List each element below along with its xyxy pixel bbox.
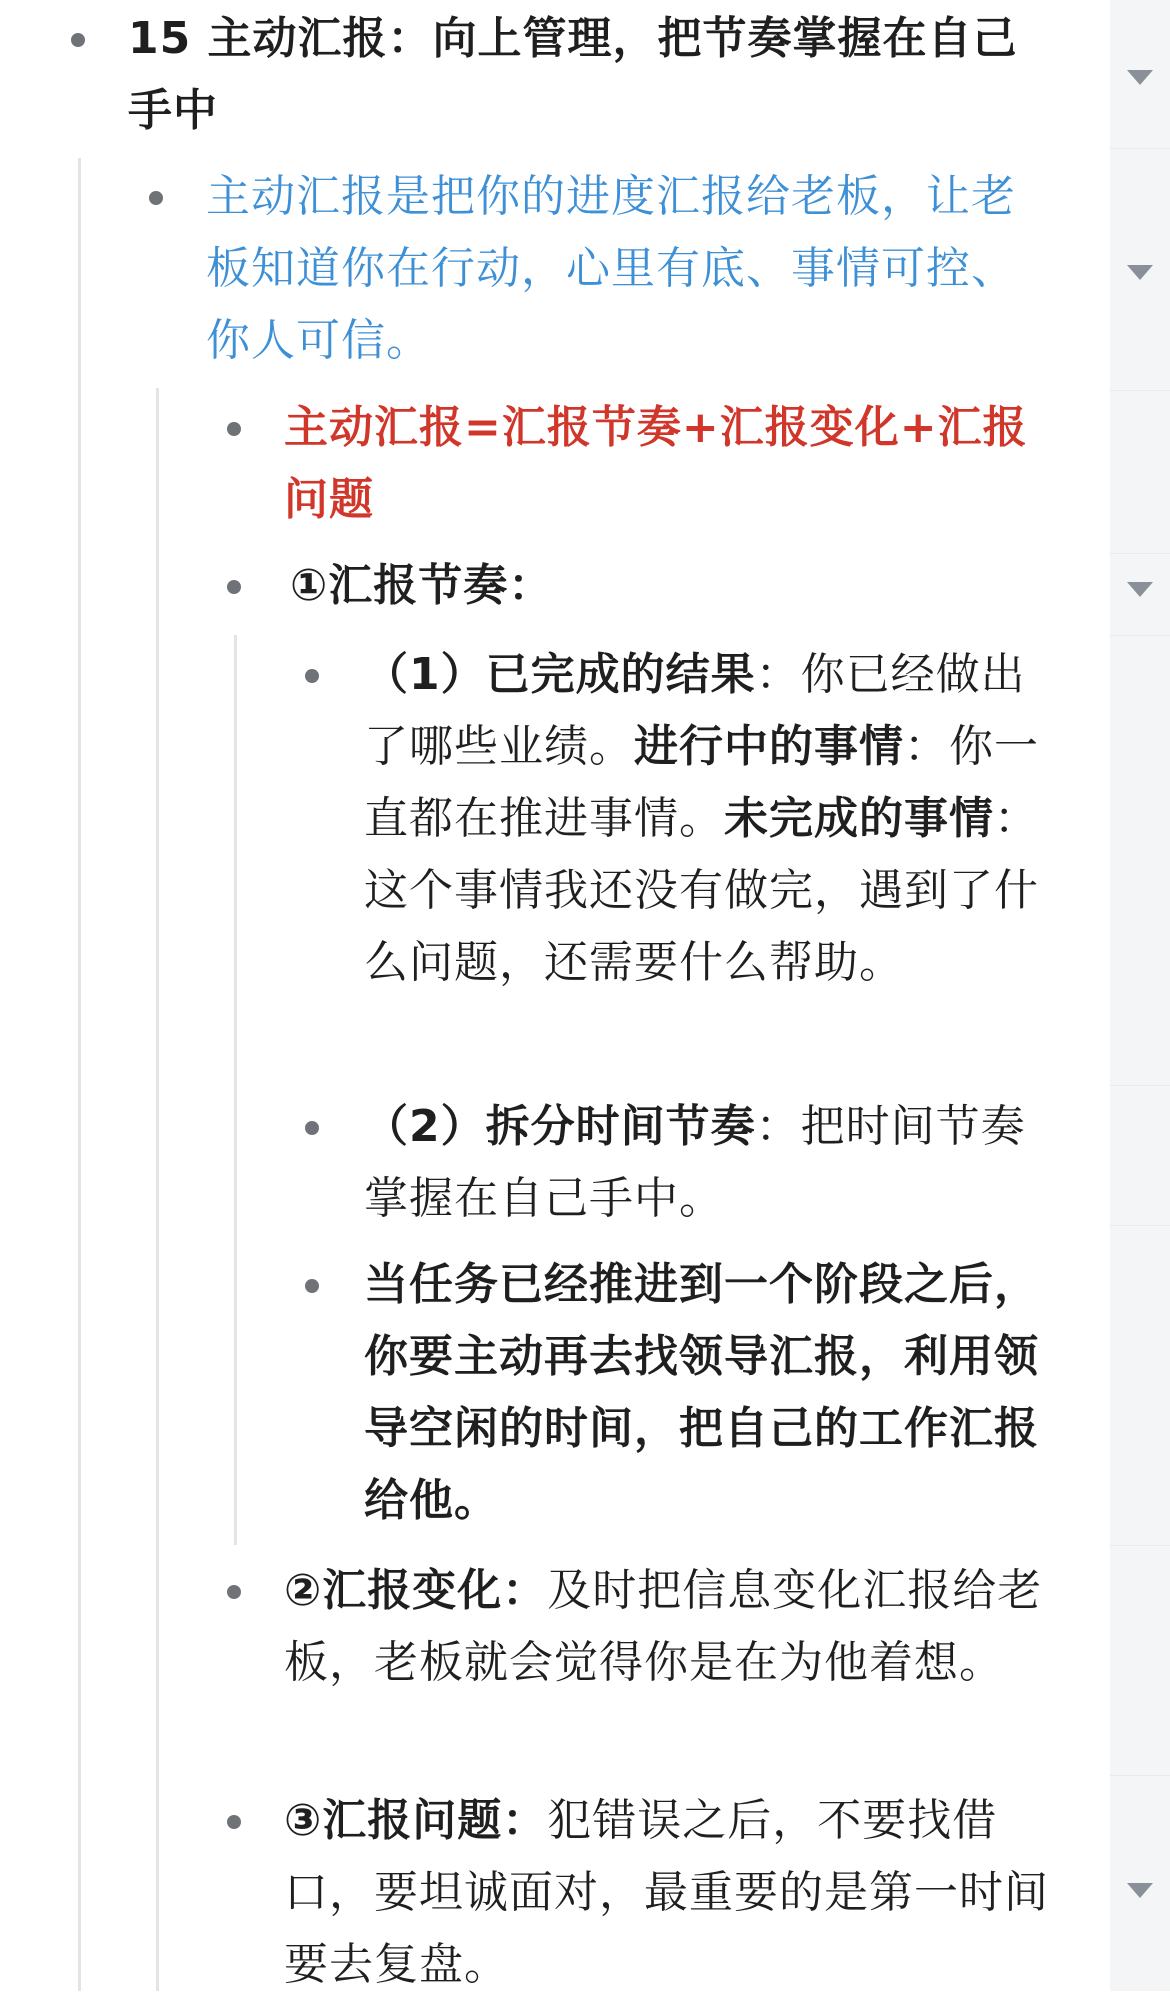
bold-term: ②汇报变化： (284, 1565, 548, 1616)
gutter-separator (1110, 148, 1170, 149)
bold-term: （1）已完成的结果 (364, 649, 756, 700)
plain-text: ：这个事情我还没有做完，遇到了什么问题，还需要什么帮助。 (364, 793, 1039, 988)
problem-text (284, 1785, 1084, 2001)
formula-text: 主动汇报=汇报节奏+汇报变化+汇报问题 (284, 402, 1028, 525)
collapse-caret-icon[interactable] (1127, 70, 1153, 85)
gutter-separator (1110, 390, 1170, 391)
bullet-dot[interactable] (305, 1121, 319, 1135)
bold-term: （2）拆分时间节奏 (364, 1101, 756, 1152)
bullet-dot[interactable] (227, 422, 241, 436)
bullet-dot[interactable] (227, 1585, 241, 1599)
gutter-separator (1110, 1775, 1170, 1776)
rhythm-point-2 (364, 1091, 1064, 1235)
gutter-separator (1110, 1545, 1170, 1546)
plain-text: ：你一直都在推进事情。 (364, 721, 1039, 844)
gutter-separator (1110, 1085, 1170, 1086)
bullet-dot[interactable] (149, 191, 163, 205)
right-gutter (1110, 0, 1170, 1991)
bullet-dot[interactable] (305, 669, 319, 683)
collapse-caret-icon[interactable] (1127, 1883, 1153, 1898)
collapse-caret-icon[interactable] (1127, 265, 1153, 280)
outline-item-text: 15 主动汇报：向上管理，把节奏掌握在自己手中 (128, 13, 1018, 136)
change-text (284, 1555, 1084, 1699)
rhythm-point-1 (364, 639, 1064, 999)
bullet-dot[interactable] (71, 33, 85, 47)
plain-text: ：把时间节奏掌握在自己手中。 (364, 1101, 1026, 1224)
rhythm-point-3: 当任务已经推进到一个阶段之后，你要主动再去找领导汇报，利用领导空闲的时间，把自己的工作汇报给他。 (364, 1259, 1039, 1526)
bold-term: 进行中的事情 (634, 721, 904, 772)
bullet-dot[interactable] (227, 580, 241, 594)
indent-guide (234, 635, 237, 1545)
plain-text: 犯错误之后，不要找借口，要坦诚面对，最重要的是第一时间要去复盘。 (284, 1795, 1049, 1990)
bold-term: ③汇报问题： (284, 1795, 548, 1846)
bold-term: 未完成的事情 (724, 793, 994, 844)
plain-text: 及时把信息变化汇报给老板，老板就会觉得你是在为他着想。 (284, 1565, 1043, 1688)
definition-text: 主动汇报是把你的进度汇报给老板，让老板知道你在行动，心里有底、事情可控、你人可信。 (206, 171, 1016, 366)
plain-text: ：你已经做出了哪些业绩。 (364, 649, 1026, 772)
indent-guide (78, 158, 81, 1991)
bullet-dot[interactable] (227, 1815, 241, 1829)
gutter-separator (1110, 635, 1170, 636)
gutter-separator (1110, 1225, 1170, 1226)
indent-guide (156, 388, 159, 1991)
collapse-caret-icon[interactable] (1127, 582, 1153, 597)
gutter-separator (1110, 553, 1170, 554)
rhythm-title: ①汇报节奏： (290, 560, 554, 611)
bullet-dot[interactable] (305, 1279, 319, 1293)
